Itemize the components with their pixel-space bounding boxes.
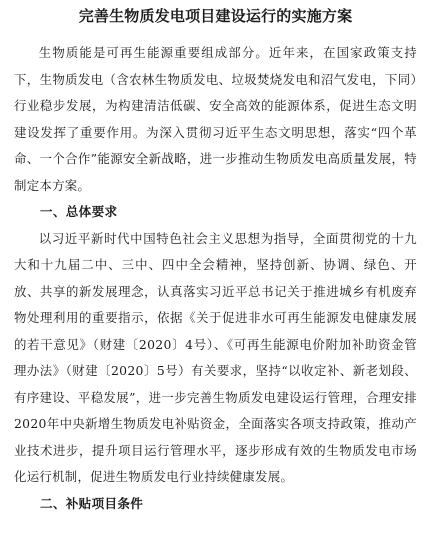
document-title: 完善生物质发电项目建设运行的实施方案 xyxy=(78,7,353,25)
section-heading-subsidy-conditions: 二、补贴项目条件 xyxy=(40,495,144,511)
intro-paragraph: 生物质能是可再生能源重要组成部分。近年来，在国家政策支持下，生物质发电（含农林生物质发电、垃圾焚烧发电和沼气发电，下同）行业稳步发展，为构建清洁低碳、安全高效的能源体系，促进生态文明建设发挥了重要作用。为深入贯彻习近平生态文明思想，落实“四个革命、一个合作”能源安全新战略，进一步推动生物质发电高质量发展，特制定本方案。 xyxy=(14,45,417,193)
section-heading-general-requirements: 一、总体要求 xyxy=(40,204,118,219)
general-requirements-paragraph: 以习近平新时代中国特色社会主义思想为指导，全面贯彻党的十九大和十九届二中、三中、四中全会精神，坚持创新、协调、绿色、开放、共享的新发展理念，认真落实习近平总书记关于推进城乡有机废弃物处理利用的重要指示，依据《关于促进非水可再生能源发电健康发展的若干意见》（财建〔2020〕4号）、《可再生能源电价附加补助资金管理办法》（财建〔2020〕5号）有关要求，坚持“以收定补、新老划段、有序建设、平稳发展”，进一步完善生物质发电建设运行管理，合理安排2020年中央新增生物质发电补贴资金，全面落实各项支持政策，推动产业技术进步，提升项目运行管理水平，逐步形成有效的生物质发电市场化运行机制，促进生物质发电行业持续健康发展。 xyxy=(14,230,417,484)
